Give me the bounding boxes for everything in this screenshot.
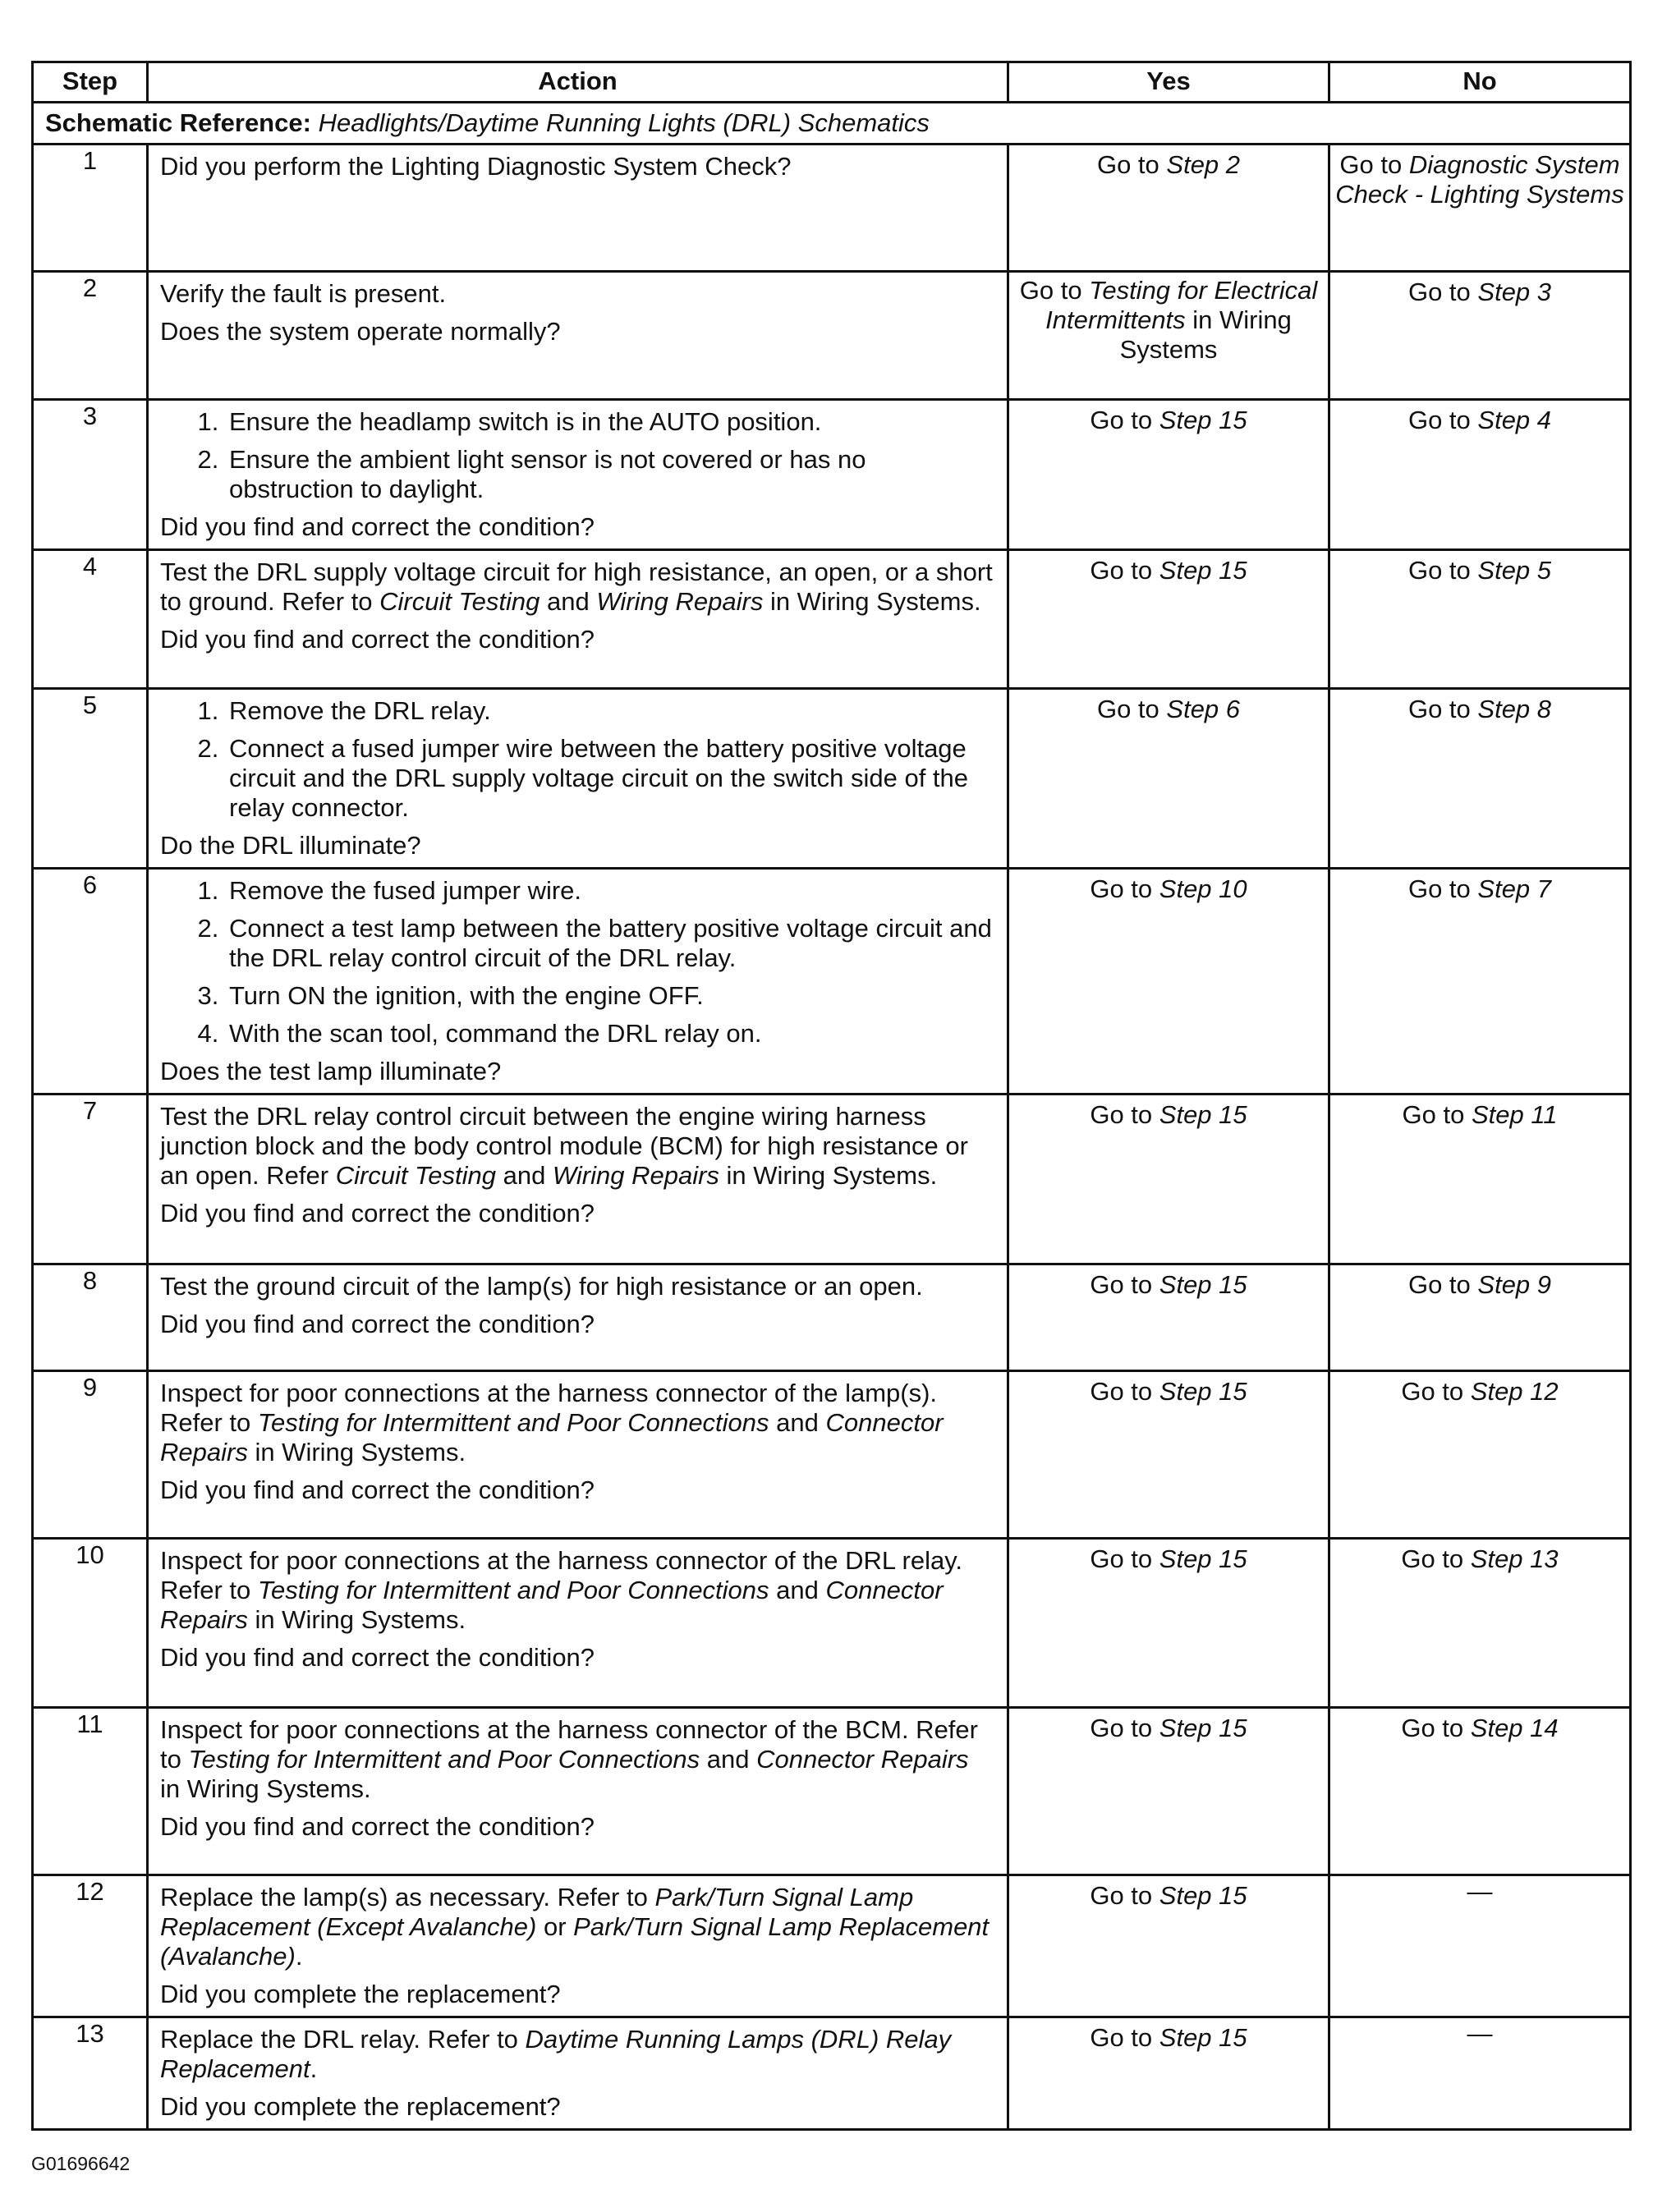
action-cell: [148, 145, 1008, 272]
step-number: 6: [33, 869, 148, 1095]
yes-cell: [1008, 272, 1329, 400]
yes-cell: [1008, 400, 1329, 550]
action-question: Did you find and correct the condition?: [160, 1310, 595, 1338]
yes-link[interactable]: Step 10: [1159, 874, 1247, 903]
step-number: 3: [33, 400, 148, 550]
go-to-label: Go to: [1019, 276, 1082, 305]
reference-link[interactable]: Wiring Repairs: [552, 1161, 719, 1190]
action-text-part: and: [540, 587, 597, 616]
no-link[interactable]: Diagnostic System Check - Lighting Systems: [1335, 150, 1624, 209]
action-text: [160, 1379, 995, 1467]
action-text-part: and: [495, 1161, 553, 1190]
go-to-label: Go to: [1401, 1544, 1464, 1573]
table-row: [33, 1708, 1631, 1875]
step-number: 10: [33, 1539, 148, 1708]
action-text-part: in Wiring Systems.: [719, 1161, 938, 1190]
yes-link[interactable]: Step 6: [1166, 695, 1241, 723]
action-cell: [148, 1095, 1008, 1264]
header-no: No: [1329, 62, 1631, 103]
go-to-label: Go to: [1407, 695, 1471, 723]
yes-cell: [1008, 869, 1329, 1095]
action-question: Did you perform the Lighting Diagnostic System Check?: [160, 152, 792, 181]
action-cell: [148, 272, 1008, 400]
action-cell: [148, 1264, 1008, 1371]
yes-cell: [1008, 550, 1329, 689]
action-text-part: and: [769, 1408, 826, 1437]
yes-link[interactable]: Step 15: [1159, 1377, 1247, 1406]
reference-link[interactable]: Connector Repairs: [756, 1745, 969, 1774]
action-text: [160, 1546, 995, 1635]
table-row: [33, 689, 1631, 869]
action-text: Test the ground circuit of the lamp(s) for high resistance or an open.: [160, 1272, 923, 1301]
action-question: Did you find and correct the condition?: [160, 1475, 595, 1504]
figure-id: G01696642: [31, 2153, 131, 2174]
action-question: Did you find and correct the condition?: [160, 1812, 595, 1841]
no-cell: [1329, 1371, 1631, 1539]
step-number: 12: [33, 1875, 148, 2017]
table-row: [33, 1539, 1631, 1708]
reference-link[interactable]: Circuit Testing: [335, 1161, 496, 1190]
no-cell: [1329, 1264, 1631, 1371]
action-cell: [148, 1708, 1008, 1875]
yes-link[interactable]: Step 15: [1159, 1270, 1247, 1299]
go-to-label: Go to: [1090, 1270, 1153, 1299]
no-link[interactable]: Step 14: [1470, 1714, 1559, 1742]
step-number: 2: [33, 272, 148, 400]
action-text-part: Test the DRL supply voltage circuit for high resistance, an open, or a short to ground. Refer to: [160, 558, 993, 616]
go-to-label: Go to: [1090, 556, 1153, 585]
yes-link[interactable]: Step 15: [1159, 1544, 1247, 1573]
action-text: Verify the fault is present.: [160, 279, 447, 308]
yes-link[interactable]: Step 15: [1159, 406, 1247, 434]
action-text-part: in Wiring Systems.: [160, 1774, 371, 1803]
reference-link[interactable]: Connector Repairs: [160, 1408, 944, 1466]
yes-cell: [1008, 1875, 1329, 2017]
go-to-label: Go to: [1096, 695, 1159, 723]
schematic-reference-row: [33, 103, 1631, 145]
action-text-part: and: [700, 1745, 757, 1774]
table-row: [33, 1371, 1631, 1539]
action-cell: [148, 2017, 1008, 2130]
action-text-part: in Wiring Systems.: [247, 1438, 466, 1466]
yes-cell: [1008, 1095, 1329, 1264]
action-steps-list: [160, 696, 995, 823]
step-number: 13: [33, 2017, 148, 2130]
go-to-label: Go to: [1407, 278, 1471, 306]
go-to-label: Go to: [1407, 406, 1471, 434]
no-link[interactable]: Step 3: [1477, 278, 1552, 306]
action-text-part: Inspect for poor connections at the harness connector of the BCM. Refer to: [160, 1715, 978, 1774]
step-number: 7: [33, 1095, 148, 1264]
reference-link[interactable]: Connector Repairs: [160, 1576, 944, 1634]
no-link[interactable]: Step 7: [1477, 874, 1552, 903]
list-item: 2. Connect a fused jumper wire between the battery positive voltage circuit and the DRL supply voltage circuit on the switch side of the relay connector.: [226, 734, 995, 823]
yes-cell: [1008, 2017, 1329, 2130]
no-cell: [1329, 1539, 1631, 1708]
go-to-label: Go to: [1401, 1377, 1464, 1406]
action-question: Did you find and correct the condition?: [160, 625, 595, 654]
table-row: [33, 145, 1631, 272]
reference-link[interactable]: Testing for Intermittent and Poor Connections: [257, 1408, 769, 1437]
no-link[interactable]: Step 5: [1477, 556, 1552, 585]
go-to-label: Go to: [1090, 2023, 1153, 2052]
action-cell: [148, 1875, 1008, 2017]
no-cell: [1329, 550, 1631, 689]
no-link[interactable]: Step 13: [1470, 1544, 1559, 1573]
action-text: [160, 1883, 995, 1971]
yes-cell: [1008, 1264, 1329, 1371]
action-steps-list: [160, 876, 995, 1049]
action-cell: [148, 1371, 1008, 1539]
action-text-part: and: [769, 1576, 826, 1604]
go-to-label: Go to: [1090, 874, 1153, 903]
action-cell: [148, 1539, 1008, 1708]
action-cell: [148, 869, 1008, 1095]
yes-link[interactable]: Step 2: [1166, 150, 1241, 179]
yes-link[interactable]: Testing for Electrical Intermittents: [1045, 276, 1318, 334]
list-item: 4. With the scan tool, command the DRL relay on.: [226, 1019, 995, 1049]
action-text-part: Replace the lamp(s) as necessary. Refer to: [160, 1883, 655, 1911]
header-step: Step: [33, 62, 148, 103]
list-item: 2. Connect a test lamp between the battery positive voltage circuit and the DRL relay control circuit of the DRL relay.: [226, 914, 995, 973]
no-cell: [1329, 400, 1631, 550]
action-cell: [148, 550, 1008, 689]
step-number: 5: [33, 689, 148, 869]
no-link[interactable]: Step 11: [1471, 1100, 1558, 1129]
yes-cell: [1008, 1539, 1329, 1708]
list-item: 1. Remove the fused jumper wire.: [226, 876, 995, 906]
no-link[interactable]: Step 12: [1470, 1377, 1559, 1406]
no-link[interactable]: Step 8: [1477, 695, 1552, 723]
reference-link[interactable]: Park/Turn Signal Lamp Replacement (Except Avalanche): [160, 1883, 914, 1941]
yes-link[interactable]: Step 15: [1159, 556, 1247, 585]
table-row: [33, 2017, 1631, 2130]
list-item: 1. Remove the DRL relay.: [226, 696, 995, 726]
reference-link[interactable]: Daytime Running Lamps (DRL) Relay Replacement: [160, 2025, 952, 2083]
go-to-label: Go to: [1090, 1714, 1153, 1742]
go-to-label: Go to: [1090, 406, 1153, 434]
step-number: 1: [33, 145, 148, 272]
yes-cell: [1008, 689, 1329, 869]
header-yes: Yes: [1008, 62, 1329, 103]
go-to-label: Go to: [1401, 1714, 1464, 1742]
table-row: [33, 1095, 1631, 1264]
step-number: 8: [33, 1264, 148, 1371]
no-link[interactable]: Step 4: [1477, 406, 1552, 434]
action-text: [160, 1715, 995, 1804]
go-to-label: Go to: [1090, 1100, 1153, 1129]
go-to-label: Go to: [1407, 556, 1471, 585]
header-row: [33, 62, 1631, 103]
no-cell: [1329, 272, 1631, 400]
action-question: Does the test lamp illuminate?: [160, 1057, 502, 1085]
action-text-part: Inspect for poor connections at the harness connector of the DRL relay. Refer to: [160, 1546, 963, 1604]
table-row: [33, 869, 1631, 1095]
action-text-part: in Wiring Systems.: [247, 1605, 466, 1634]
go-to-label: Go to: [1090, 1544, 1153, 1573]
list-item: 1. Ensure the headlamp switch is in the AUTO position.: [226, 407, 995, 437]
step-number: 9: [33, 1371, 148, 1539]
schematic-reference-label: Schematic Reference:: [45, 108, 311, 137]
action-question: Did you complete the replacement?: [160, 1980, 561, 2008]
step-number: 11: [33, 1708, 148, 1875]
list-item: 3. Turn ON the ignition, with the engine OFF.: [226, 981, 995, 1011]
no-link[interactable]: Step 9: [1477, 1270, 1552, 1299]
action-steps-list: [160, 407, 995, 504]
action-question: Does the system operate normally?: [160, 317, 561, 346]
yes-link[interactable]: Step 15: [1159, 2023, 1247, 2052]
table-row: [33, 550, 1631, 689]
no-cell: [1329, 1708, 1631, 1875]
go-to-label: Go to: [1090, 1881, 1153, 1910]
no-cell: [1329, 869, 1631, 1095]
action-text-part: Inspect for poor connections at the harness connector of the lamp(s). Refer to: [160, 1379, 938, 1437]
no-cell: [1329, 689, 1631, 869]
no-cell: —: [1329, 1875, 1631, 2017]
reference-link[interactable]: Circuit Testing: [379, 587, 540, 616]
action-text-part: .: [295, 1942, 303, 1971]
schematic-reference: [33, 103, 1631, 145]
table-row: [33, 1875, 1631, 2017]
action-question: Do the DRL illuminate?: [160, 831, 421, 860]
no-cell: [1329, 1095, 1631, 1264]
reference-link[interactable]: Wiring Repairs: [596, 587, 764, 616]
no-cell: [1329, 145, 1631, 272]
action-cell: [148, 689, 1008, 869]
diagnostic-table: [31, 61, 1632, 2131]
table-row: [33, 1264, 1631, 1371]
go-to-label: Go to: [1339, 150, 1403, 179]
yes-link[interactable]: Step 15: [1159, 1881, 1247, 1910]
table-row: [33, 400, 1631, 550]
go-to-label: Go to: [1096, 150, 1159, 179]
action-question: Did you complete the replacement?: [160, 2092, 561, 2121]
action-question: Did you find and correct the condition?: [160, 1199, 595, 1228]
reference-link[interactable]: Testing for Intermittent and Poor Connections: [188, 1745, 700, 1774]
action-text-part: in Wiring Systems.: [763, 587, 981, 616]
action-text-part: or: [536, 1912, 574, 1941]
go-to-label: Go to: [1407, 874, 1471, 903]
schematic-reference-link[interactable]: Headlights/Daytime Running Lights (DRL) Schematics: [318, 108, 930, 137]
table-row: [33, 272, 1631, 400]
action-cell: [148, 400, 1008, 550]
action-text: [160, 2025, 995, 2084]
action-text: [160, 1102, 995, 1191]
action-text-part: Test the DRL relay control circuit between the engine wiring harness junction block and the body control module (BCM) for high resistance or an open. Refer: [160, 1102, 968, 1190]
yes-link[interactable]: Step 15: [1159, 1100, 1247, 1129]
action-question: Did you find and correct the condition?: [160, 1643, 595, 1672]
yes-cell: [1008, 145, 1329, 272]
yes-cell: [1008, 1371, 1329, 1539]
action-text-part: .: [310, 2054, 318, 2083]
header-action: Action: [148, 62, 1008, 103]
action-text-part: Replace the DRL relay. Refer to: [160, 2025, 526, 2054]
yes-cell: [1008, 1708, 1329, 1875]
go-to-label: Go to: [1407, 1270, 1471, 1299]
action-text: [160, 558, 995, 617]
action-question: Did you find and correct the condition?: [160, 512, 595, 541]
reference-link[interactable]: Testing for Intermittent and Poor Connections: [257, 1576, 769, 1604]
yes-link[interactable]: Step 15: [1159, 1714, 1247, 1742]
go-to-label: Go to: [1090, 1377, 1153, 1406]
yes-suffix: in Wiring Systems: [1119, 305, 1292, 364]
step-number: 4: [33, 550, 148, 689]
reference-link[interactable]: Park/Turn Signal Lamp Replacement (Avalanche): [160, 1912, 990, 1971]
no-cell: —: [1329, 2017, 1631, 2130]
go-to-label: Go to: [1402, 1100, 1465, 1129]
list-item: 2. Ensure the ambient light sensor is not covered or has no obstruction to daylight.: [226, 445, 995, 504]
